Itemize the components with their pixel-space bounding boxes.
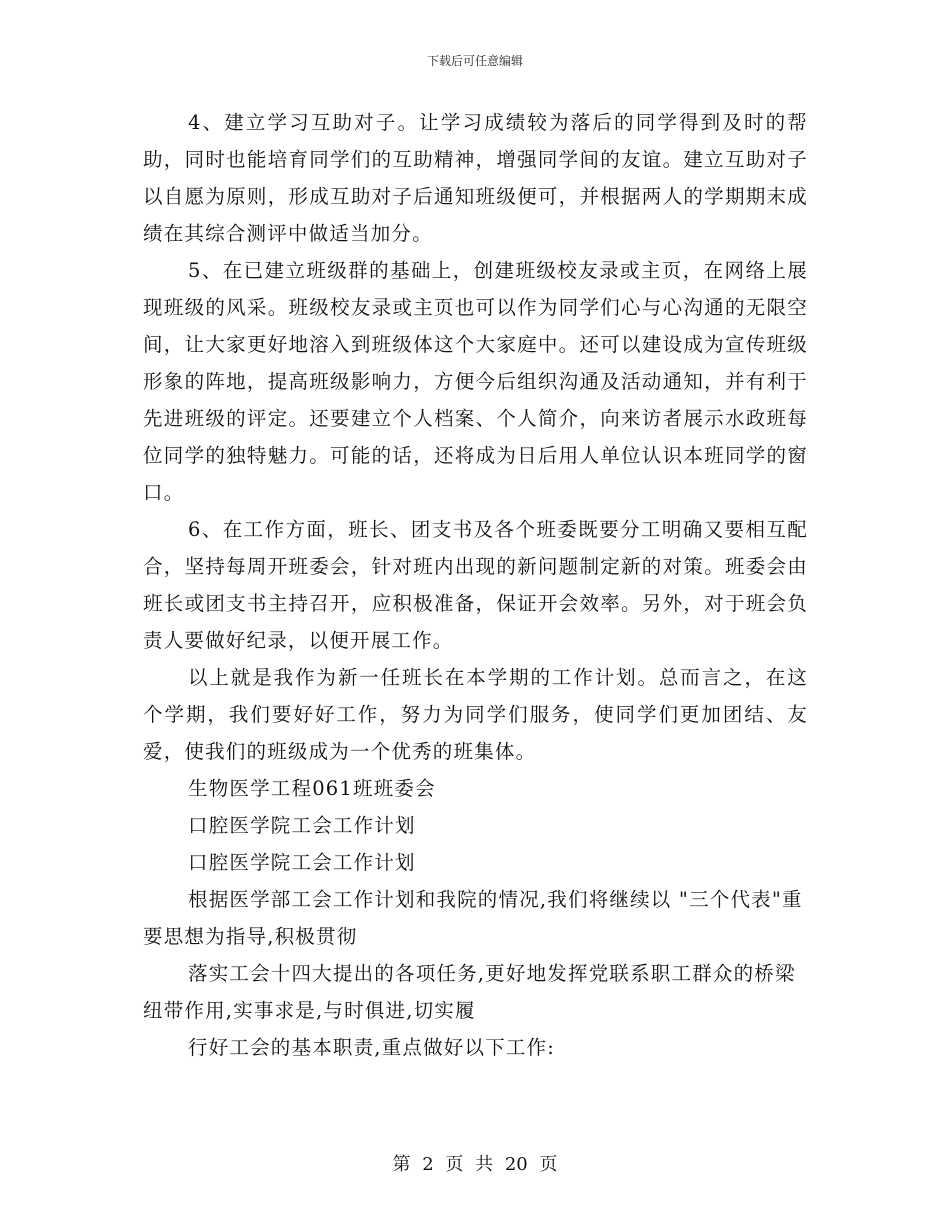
paragraph-intro-1: 根据医学部工会工作计划和我院的情况,我们将继续以 "三个代表"重要思想为指导,积极贯彻 <box>143 888 803 948</box>
paragraph-item-5: 5、在已建立班级群的基础上，创建班级校友录或主页，在网络上展现班级的风采。班级校友录或主页也可以作为同学们心与心沟通的无限空间，让大家更好地溶入到班级体这个大家庭中。还可以建设成为宣传班级形象的阵地，提高班级影响力，方便今后组织沟通及活动通知，并有利于先进班级的评定。还要建立个人档案、个人简介，向来访者展示水政班每位同学的独特魅力。可能的话，还将成为日后用人单位认识本班同学的窗口。 <box>143 259 808 504</box>
page-number-footer: 第 2 页 共 20 页 <box>392 1154 558 1175</box>
paragraph-item-4: 4、建立学习互助对子。让学习成绩较为落后的同学得到及时的帮助，同时也能培育同学们的互助精神，增强同学间的友谊。建立互助对子以自愿为原则，形成互助对子后通知班级便可，并根据两人的学期期末成绩在其综合测评中做适当加分。 <box>143 111 808 245</box>
signature-line: 生物医学工程061班班委会 <box>188 777 436 800</box>
paragraph-intro-3: 行好工会的基本职责,重点做好以下工作: <box>188 1036 556 1059</box>
section-subtitle: 口腔医学院工会工作计划 <box>188 851 416 874</box>
page-header: 下载后可任意编辑 <box>426 54 523 68</box>
paragraph-summary: 以上就是我作为新一任班长在本学期的工作计划。总而言之，在这个学期，我们要好好工作，努力为同学们服务，使同学们更加团结、友爱，使我们的班级成为一个优秀的班集体。 <box>143 666 808 763</box>
section-title: 口腔医学院工会工作计划 <box>188 814 416 837</box>
paragraph-item-6: 6、在工作方面，班长、团支书及各个班委既要分工明确又要相互配合，坚持每周开班委会，针对班内出现的新问题制定新的对策。班委会由班长或团支书主持召开，应积极准备，保证开会效率。另外，对于班会负责人要做好纪录，以便开展工作。 <box>143 518 808 652</box>
document-body <box>143 104 808 1066</box>
paragraph-intro-2: 落实工会十四大提出的各项任务,更好地发挥党联系职工群众的桥梁纽带作用,实事求是,与时俱进,切实履 <box>143 962 796 1022</box>
